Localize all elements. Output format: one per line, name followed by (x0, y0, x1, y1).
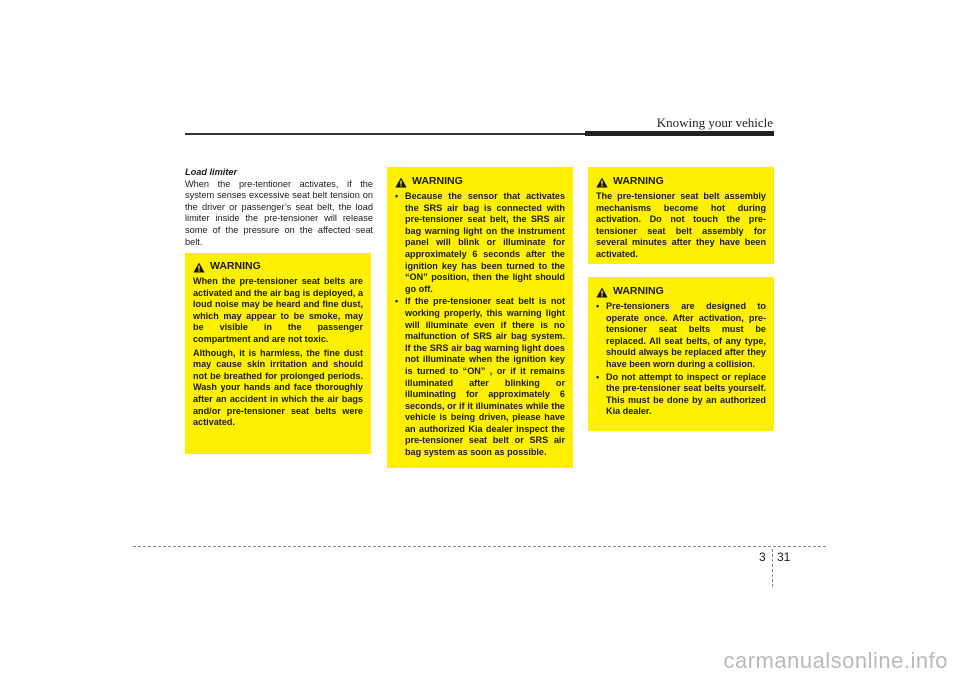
warning-label: WARNING (412, 175, 463, 188)
load-limiter-section (185, 167, 373, 248)
warning-list (596, 301, 766, 418)
warning-box-hot-assembly (588, 167, 774, 264)
warning-header (596, 284, 766, 300)
warning-paragraph: When the pre-tensioner seat belts are activated and the air bag is deployed, a loud noise may be heard and fine dust, which may appear to be smoke, may be visible in the passenger compartment and are not toxic. (193, 276, 363, 344)
page-number: 31 (777, 550, 791, 564)
footer-divider (772, 549, 773, 587)
chapter-number: 3 (759, 550, 766, 564)
warning-box-srs-light (387, 167, 573, 468)
section-body: When the pre-tentioner activates, if the system senses excessive seat belt tension on the driver or passenger’s seat belt, the load limiter inside the pre-tensioner will release some of the pressure on the affected seat belt. (185, 178, 373, 247)
warning-paragraph: The pre-tensioner seat belt assembly mechanisms become hot during activation. Do not touch the pre-tensioner seat belt assembly for several minutes after they have been activated. (596, 191, 766, 259)
warning-triangle-icon (596, 287, 608, 298)
warning-header (596, 174, 766, 190)
page-header-title: Knowing your vehicle (656, 115, 773, 130)
warning-list (395, 191, 565, 459)
watermark: carmanualsonline.info (723, 648, 948, 673)
footer-rule (133, 546, 826, 547)
warning-triangle-icon (193, 262, 205, 273)
warning-list-item: • Because the sensor that activates the SRS air bag is connected with pre-tensioner seat belt, the SRS air bag warning light on the instrument panel will blink or illuminate for approximately 6 seconds after the ignition key has been turned to the “ON” position, then the light should go off. (395, 191, 565, 295)
warning-header (395, 174, 565, 190)
warning-box-replace (588, 277, 774, 431)
warning-box-dust (185, 253, 371, 454)
warning-list-item: • Pre-tensioners are designed to operate once. After activation, pre-tensioner seat belts must be replaced. All seat belts, of any type, should always be replaced after they have been worn during a collision. (596, 301, 766, 371)
warning-triangle-icon (395, 177, 407, 188)
warning-label: WARNING (210, 260, 261, 273)
warning-list-item: • Do not attempt to inspect or replace the pre-tensioner seat belts yourself. This must be done by an authorized Kia dealer. (596, 372, 766, 418)
warning-header (193, 259, 363, 275)
warning-paragraph: Although, it is harmless, the fine dust may cause skin irritation and should not be breathed for prolonged periods. Wash your hands and face thoroughly after an accident in which the air bags and/or pre-tensioner seat belts were activated. (193, 347, 363, 428)
warning-label: WARNING (613, 285, 664, 298)
section-title: Load limiter (185, 167, 238, 177)
header-rule-accent (585, 131, 774, 136)
warning-list-item: • If the pre-tensioner seat belt is not working properly, this warning light will illuminate even if there is no malfunction of SRS air bag system. If the SRS air bag warning light does not illuminate when the ignition key is turned to “ON” , or if it remains illuminated after blinking or illuminating for approximately 6 seconds, or if it illuminates while the vehicle is being driven, please have an authorized Kia dealer inspect the pre-tensioner seat belt or SRS air bag system as soon as possible. (395, 296, 565, 458)
warning-label: WARNING (613, 175, 664, 188)
warning-triangle-icon (596, 177, 608, 188)
